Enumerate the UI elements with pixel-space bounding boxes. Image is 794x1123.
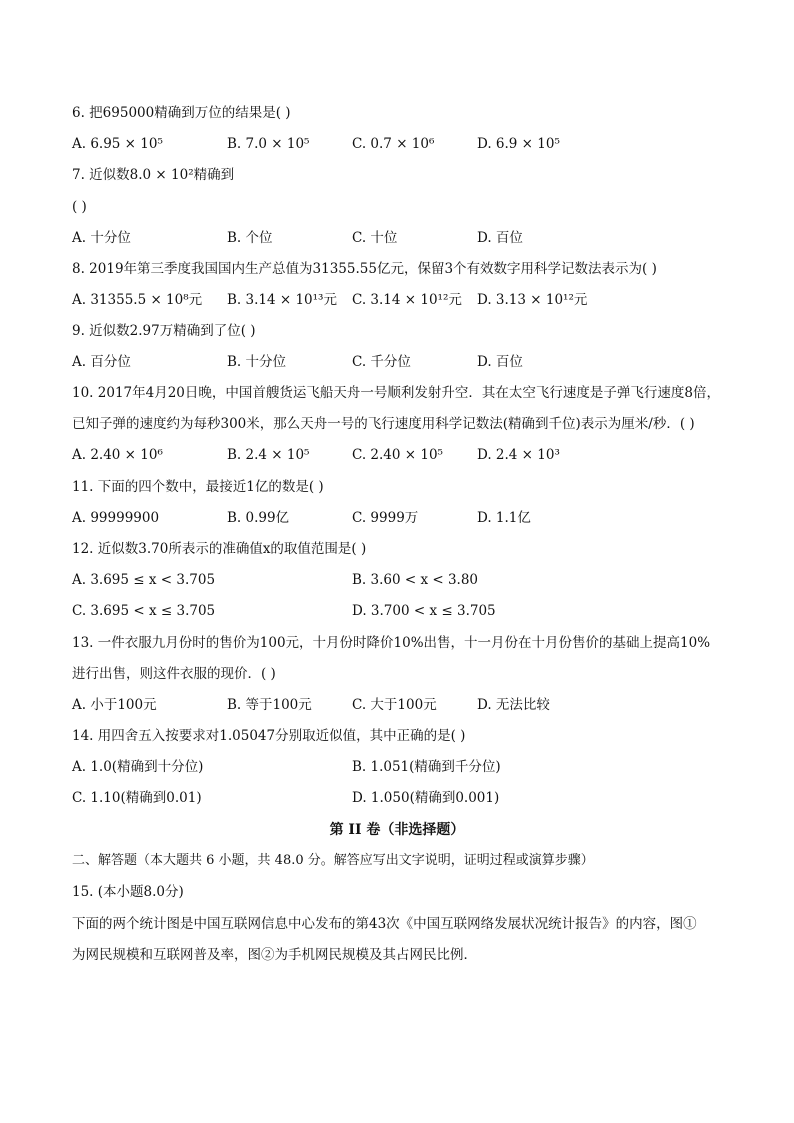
option-d: D. 3.700 < x ≤ 3.705 xyxy=(352,603,496,619)
option-d: D. 1.1亿 xyxy=(477,510,531,526)
question-10-stem-line2: 已知子弹的速度约为每秒300米，那么天舟一号的飞行速度用科学记数法(精确到千位)表示为厘米/秒．( ) xyxy=(72,416,695,432)
option-a: A. 2.40 × 10⁶ xyxy=(72,447,163,463)
question-12-options-row1 xyxy=(72,571,732,589)
question-15-line2: 为网民规模和互联网普及率，图②为手机网民规模及其占网民比例． xyxy=(72,947,477,963)
question-8-options xyxy=(72,291,732,309)
question-12-stem: 12. 近似数3.70所表示的准确值x的取值范围是( ) xyxy=(72,541,367,557)
question-9-options xyxy=(72,353,732,371)
question-13-stem: 13. 一件衣服九月份时的售价为100元，十月份时降价10%出售，十一月份在十月份售价的基础上提高10% xyxy=(72,635,711,651)
option-b: B. 3.14 × 10¹³元 xyxy=(227,292,337,308)
question-11-stem: 11. 下面的四个数中，最接近1亿的数是( ) xyxy=(72,479,324,495)
option-d: D. 百位 xyxy=(477,354,523,370)
option-b: B. 等于100元 xyxy=(227,697,312,713)
option-d: D. 1.050(精确到0.001) xyxy=(352,790,500,806)
option-b: B. 2.4 × 10⁵ xyxy=(227,447,310,463)
question-13-options xyxy=(72,696,732,714)
option-b: B. 0.99亿 xyxy=(227,510,290,526)
option-b: B. 7.0 × 10⁵ xyxy=(227,136,310,152)
question-10-options xyxy=(72,446,732,464)
question-9-stem: 9. 近似数2.97万精确到了位( ) xyxy=(72,323,256,339)
option-d: D. 百位 xyxy=(477,230,523,246)
question-15-line1: 下面的两个统计图是中国互联网信息中心发布的第43次《中国互联网络发展状况统计报告》的内容，图① xyxy=(72,916,697,932)
question-14-options-row2 xyxy=(72,789,732,807)
option-a: A. 十分位 xyxy=(72,230,131,246)
option-a: A. 1.0(精确到十分位) xyxy=(72,759,204,775)
question-10-stem: 10. 2017年4月20日晚，中国首艘货运飞船天舟一号顺利发射升空．其在太空飞行速度是子弹飞行速度8倍， xyxy=(72,385,720,401)
option-a: A. 6.95 × 10⁵ xyxy=(72,136,163,152)
option-c: C. 3.14 × 10¹²元 xyxy=(352,292,462,308)
question-13-stem-line2: 进行出售，则这件衣服的现价．( ) xyxy=(72,666,276,682)
option-c: C. 千分位 xyxy=(352,354,411,370)
question-7-stem: 7. 近似数8.0 × 10²精确到 xyxy=(72,167,235,183)
option-c: C. 大于100元 xyxy=(352,697,437,713)
question-14-options-row1 xyxy=(72,758,732,776)
question-14-stem: 14. 用四舍五入按要求对1.05047分别取近似值，其中正确的是( ) xyxy=(72,728,466,744)
option-c: C. 9999万 xyxy=(352,510,419,526)
option-a: A. 99999900 xyxy=(72,510,160,526)
option-b: B. 3.60 < x < 3.80 xyxy=(352,572,479,588)
option-a: A. 31355.5 × 10⁸元 xyxy=(72,292,203,308)
option-d: D. 3.13 × 10¹²元 xyxy=(477,292,588,308)
option-a: A. 百分位 xyxy=(72,354,131,370)
option-b: B. 个位 xyxy=(227,230,273,246)
option-c: C. 0.7 × 10⁶ xyxy=(352,136,435,152)
section-title: 第 II 卷（非选择题） xyxy=(329,822,465,838)
option-c: C. 十位 xyxy=(352,230,398,246)
option-c: C. 3.695 < x ≤ 3.705 xyxy=(72,603,216,619)
option-d: D. 无法比较 xyxy=(477,697,550,713)
option-a: A. 小于100元 xyxy=(72,697,157,713)
question-6-options xyxy=(72,135,732,153)
option-c: C. 1.10(精确到0.01) xyxy=(72,790,202,806)
question-15-label: 15. (本小题8.0分) xyxy=(72,884,184,900)
question-8-stem: 8. 2019年第三季度我国国内生产总值为31355.55亿元，保留3个有效数字用科学记数法表示为( ) xyxy=(72,261,657,277)
question-12-options-row2 xyxy=(72,602,732,620)
question-7-stem-line2: ( ) xyxy=(72,199,87,215)
question-7-options xyxy=(72,229,732,247)
option-b: B. 1.051(精确到千分位) xyxy=(352,759,501,775)
option-b: B. 十分位 xyxy=(227,354,287,370)
option-d: D. 2.4 × 10³ xyxy=(477,447,560,463)
section-heading: 二、解答题（本大题共 6 小题，共 48.0 分。解答应写出文字说明，证明过程或演算步骤） xyxy=(72,853,594,868)
question-6-stem: 6. 把695000精确到万位的结果是( ) xyxy=(72,105,291,121)
question-11-options xyxy=(72,509,732,527)
option-a: A. 3.695 ≤ x < 3.705 xyxy=(72,572,216,588)
option-d: D. 6.9 × 10⁵ xyxy=(477,136,560,152)
option-c: C. 2.40 × 10⁵ xyxy=(352,447,443,463)
